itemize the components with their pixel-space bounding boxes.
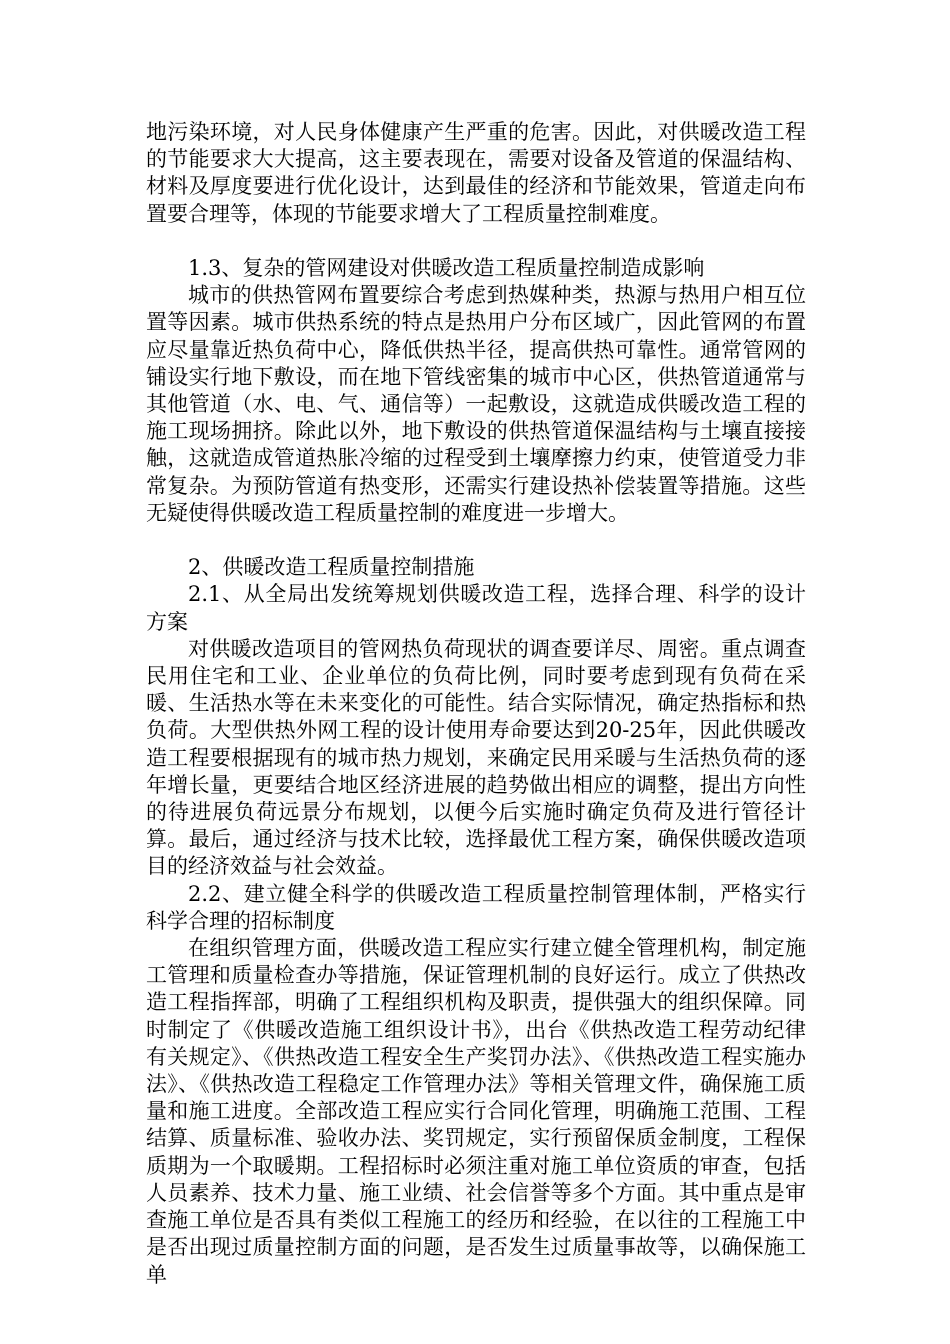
paragraph-heat-load-survey: 对供暖改造项目的管网热负荷现状的调查要详尽、周密。重点调查民用住宅和工业、企业单位的负荷比例，同时要考虑到现有负荷在采暖、生活热水等在未来变化的可能性。结合实际情况，确定热指标和热负荷。大型供热外网工程的设计使用寿命要达到20-25年，因此供暖改造工程要根据现有的城市热力规划，来确定民用采暖与生活热负荷的逐年增长量，更要结合地区经济进展的趋势做出相应的调整，提出方向性的待进展负荷远景分布规划，以便今后实施时确定负荷及进行管径计算。最后，通过经济与技术比较，选择最优工程方案，确保供暖改造项目的经济效益与社会效益。 [146, 636, 806, 879]
section-heading-2-1: 2.1、从全局出发统筹规划供暖改造工程，选择合理、科学的设计方案 [146, 582, 806, 634]
paragraph-spacer [146, 527, 806, 554]
paragraph-organization-management: 在组织管理方面，供暖改造工程应实行建立健全管理机构，制定施工管理和质量检查办等措施，保证管理机制的良好运行。成立了供热改造工程指挥部，明确了工程组织机构及职责，提供强大的组织保障。同时制定了《供暖改造施工组织设计书》，出台《供热改造工程劳动纪律有关规定》、《供热改造工程安全生产奖罚办法》、《供热改造工程实施办法》、《供热改造工程稳定工作管理办法》等相关管理文件，确保施工质量和施工进度。全部改造工程应实行合同化管理，明确施工范围、工程结算、质量标准、验收办法、奖罚规定，实行预留保质金制度，工程保质期为一个取暖期。工程招标时必须注重对施工单位资质的审查，包括人员素养、技术力量、施工业绩、社会信誉等多个方面。其中重点是审查施工单位是否具有类似工程施工的经历和经验，在以往的工程施工中是否出现过质量控制方面的问题，是否发生过质量事故等，以确保施工单 [146, 936, 806, 1287]
paragraph-spacer [146, 228, 806, 255]
section-heading-1-3: 1.3、复杂的管网建设对供暖改造工程质量控制造成影响 [188, 256, 705, 280]
document-page [146, 119, 806, 1289]
paragraph-continued-energy-saving: 地污染环境，对人民身体健康产生严重的危害。因此，对供暖改造工程的节能要求大大提高，这主要表现在，需要对设备及管道的保温结构、材料及厚度要进行优化设计，达到最佳的经济和节能效果，管道走向布置要合理等，体现的节能要求增大了工程质量控制难度。 [146, 120, 806, 226]
paragraph-pipe-network: 城市的供热管网布置要综合考虑到热媒种类，热源与热用户相互位置等因素。城市供热系统的特点是热用户分布区域广，因此管网的布置应尽量靠近热负荷中心，降低供热半径，提高供热可靠性。通常管网的铺设实行地下敷设，而在地下管线密集的城市中心区，供热管道通常与其他管道（水、电、气、通信等）一起敷设，这就造成供暖改造工程的施工现场拥挤。除此以外，地下敷设的供热管道保温结构与土壤直接接触，这就造成管道热胀冷缩的过程受到土壤摩擦力约束，使管道受力非常复杂。为预防管道有热变形，还需实行建设热补偿装置等措施。这些无疑使得供暖改造工程质量控制的难度进一步增大。 [146, 283, 806, 525]
section-heading-2-2: 2.2、建立健全科学的供暖改造工程质量控制管理体制，严格实行科学合理的招标制度 [146, 881, 806, 933]
section-heading-2: 2、供暖改造工程质量控制措施 [188, 555, 475, 580]
